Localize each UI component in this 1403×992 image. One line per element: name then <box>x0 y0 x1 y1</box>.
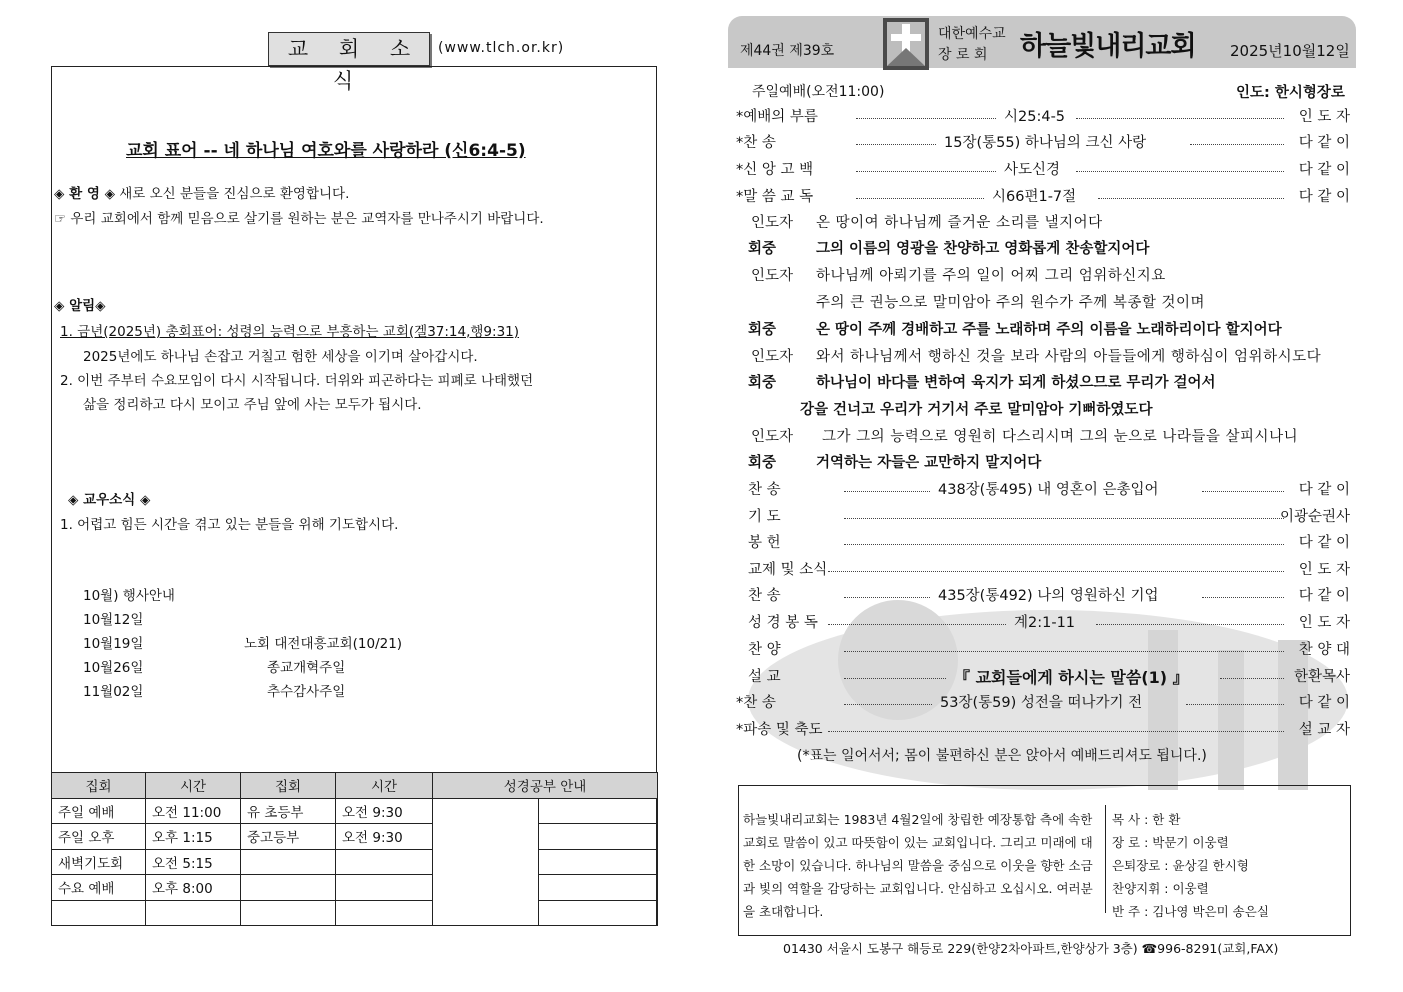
order-item-responsible: 이광순권사 <box>1279 509 1350 525</box>
leader-dots <box>856 171 996 172</box>
order-item-detail: 사도신경 <box>1004 162 1061 178</box>
order-item-detail: 『 교회들에게 하시는 말씀(1) 』 <box>954 668 1189 687</box>
event-desc: 노회 대전대흥교회(10/21) <box>244 636 403 652</box>
reader-role: 인도자 <box>751 429 794 445</box>
table-cell <box>241 849 336 875</box>
table-cell <box>539 798 658 824</box>
order-item-responsible: 설 교 자 <box>1298 722 1350 738</box>
event-desc: 종교개혁주일 <box>267 660 346 676</box>
worship-order-row <box>748 558 1350 580</box>
order-item-detail: 시66편1-7절 <box>992 189 1077 205</box>
order-item-detail: 53장(통59) 성전을 떠나가기 전 <box>940 695 1143 711</box>
order-item-label: 봉 헌 <box>748 535 781 551</box>
event-date: 10월26일 <box>83 660 144 676</box>
table-cell: 유 초등부 <box>241 798 336 824</box>
leader-dots <box>856 198 984 199</box>
table-cell: 새벽기도회 <box>52 849 146 875</box>
responsive-reading-line <box>748 425 1350 447</box>
order-item-responsible: 한환목사 <box>1293 669 1350 685</box>
reading-text: 그의 이름의 영광을 찬양하고 영화롭게 찬송할지어다 <box>816 241 1150 257</box>
denomination-line-1: 대한예수교 <box>938 26 1006 42</box>
worship-order-row <box>748 478 1350 500</box>
order-item-label: *말 씀 교 독 <box>736 189 814 205</box>
notice-item-1-detail: 2025년에도 하나님 손잡고 거칠고 험한 세상을 이기며 살아갑시다. <box>83 349 478 365</box>
table-row <box>52 824 658 850</box>
divider <box>1105 805 1106 913</box>
worship-order-row <box>736 105 1350 127</box>
leader-dots <box>844 678 946 679</box>
order-item-label: 찬 양 <box>748 642 781 658</box>
leader-dots <box>1202 597 1284 598</box>
table-cell: 오전 9:30 <box>336 798 433 824</box>
order-item-label: 성 경 봉 독 <box>748 615 818 631</box>
table-row <box>52 849 658 875</box>
order-item-responsible: 다 같 이 <box>1298 162 1350 178</box>
responsive-reading-line <box>748 451 1350 473</box>
reader-role: 회중 <box>748 455 777 471</box>
table-cell: 수요 예배 <box>52 875 146 901</box>
leader-dots <box>1190 144 1284 145</box>
church-logo-cross-icon <box>883 18 929 70</box>
staff-line: 반 주 : 김나영 박은미 송은실 <box>1112 904 1269 919</box>
reading-text: 하나님께 아뢰기를 주의 일이 어찌 그리 엄위하신지요 <box>816 268 1166 284</box>
leader-dots <box>828 624 1006 625</box>
leader-dots <box>1098 198 1284 199</box>
order-item-responsible: 다 같 이 <box>1298 588 1350 604</box>
worship-order-row <box>736 691 1350 713</box>
order-item-detail: 438장(통495) 내 영혼이 은총입어 <box>938 482 1159 498</box>
worship-order-row <box>748 584 1350 606</box>
reader-role: 회중 <box>748 322 777 338</box>
leader-dots <box>1076 171 1284 172</box>
standing-footnote: (*표는 일어서서; 몸이 불편하신 분은 앉아서 예배드리셔도 됩니다.) <box>797 748 1207 764</box>
table-cell: 오전 9:30 <box>336 824 433 850</box>
reader-role: 회중 <box>748 375 777 391</box>
meeting-schedule-table <box>51 772 658 926</box>
order-item-responsible: 다 같 이 <box>1298 535 1350 551</box>
reading-text: 주의 큰 권능으로 말미암아 주의 원수가 주께 복종할 것이며 <box>816 295 1206 311</box>
order-item-detail: 시25:4-5 <box>1004 109 1066 125</box>
staff-line: 찬양지휘 : 이웅렬 <box>1112 881 1209 896</box>
table-cell <box>336 875 433 901</box>
table-cell: 오후 8:00 <box>146 875 241 901</box>
church-motto: 교회 표어 -- 네 하나님 여호와를 사랑하라 (신6:4-5) <box>126 141 526 161</box>
event-date: 10월12일 <box>83 612 144 628</box>
event-date: 10월19일 <box>83 636 144 652</box>
reading-text: 강을 건너고 우리가 거기서 주로 말미암아 기뻐하였도다 <box>800 402 1153 418</box>
table-row <box>52 798 658 824</box>
order-item-responsible: 인 도 자 <box>1298 109 1350 125</box>
order-item-responsible: 인 도 자 <box>1298 615 1350 631</box>
table-cell: 주일 오후 <box>52 824 146 850</box>
bible-study-cell <box>433 798 539 926</box>
notice-item-2: 2. 이번 주부터 수요모임이 다시 시작됩니다. 더위와 피곤하다는 피폐로 나태했던 <box>60 373 534 389</box>
column-header: 성경공부 안내 <box>433 773 658 799</box>
reading-text: 온 땅이여 하나님께 즐거운 소리를 낼지어다 <box>816 215 1103 231</box>
reading-text: 온 땅이 주께 경배하고 주를 노래하며 주의 이름을 노래하리이다 할지어다 <box>816 322 1282 338</box>
order-item-detail: 계2:1-11 <box>1014 615 1076 631</box>
leader-dots <box>844 491 930 492</box>
order-item-responsible: 다 같 이 <box>1298 189 1350 205</box>
order-item-label: 기 도 <box>748 509 781 525</box>
table-header-row <box>52 773 658 799</box>
leader-dots <box>844 518 1284 519</box>
leader-dots <box>844 544 1284 545</box>
event-date: 11월02일 <box>83 684 144 700</box>
notice-heading: ◈ 알림◈ <box>54 298 106 314</box>
leader-dots <box>1186 704 1284 705</box>
church-introduction: 하늘빛내리교회는 1983년 4월2일에 창립한 예장통합 측에 속한 교회로 말씀이 있고 따뜻함이 있는 교회입니다. 그리고 미래에 대한 소망이 있습니다. 하나님의 말씀을 중심으로 이웃을 향한 소금과 빛의 역할을 감당하는 교회입니다. 안심하고 오십시오. 여러분을 초대합니다. <box>743 812 1093 919</box>
leader-dots <box>856 118 996 119</box>
table-cell: 오전 11:00 <box>146 798 241 824</box>
leader-dots <box>828 731 1284 732</box>
notice-item-2-detail: 삶을 정리하고 다시 모이고 주님 앞에 사는 모두가 됩시다. <box>83 397 422 413</box>
table-cell <box>336 900 433 926</box>
volume-number: 제44권 제39호 <box>740 43 835 59</box>
order-item-label: 찬 송 <box>748 588 781 604</box>
responsive-reading-line <box>748 211 1350 233</box>
leader-dots <box>856 144 936 145</box>
welcome-heading: ◈ 환 영 ◈ <box>54 186 115 202</box>
church-name: 하늘빛내리교회 <box>1020 31 1196 62</box>
staff-line: 목 사 : 한 환 <box>1112 812 1181 827</box>
service-title: 주일예배(오전11:00) <box>752 84 885 100</box>
worship-order-row <box>736 718 1350 740</box>
table-cell <box>336 849 433 875</box>
order-item-detail: 435장(통492) 나의 영원하신 기업 <box>938 588 1159 604</box>
leader-dots <box>844 651 1284 652</box>
leader-dots <box>1096 624 1284 625</box>
order-item-label: 설 교 <box>748 669 781 685</box>
column-header: 시간 <box>336 773 433 799</box>
reader-role: 인도자 <box>751 268 794 284</box>
members-news-heading: ◈ 교우소식 ◈ <box>68 492 151 508</box>
table-cell <box>146 900 241 926</box>
order-item-label: 찬 송 <box>748 482 781 498</box>
reading-text: 하나님이 바다를 변하여 육지가 되게 하셨으므로 무리가 걸어서 <box>816 375 1216 391</box>
responsive-reading-line <box>748 371 1350 393</box>
order-item-label: *찬 송 <box>736 135 776 151</box>
page-title: 교 회 소 식 <box>268 32 430 66</box>
worship-order-row <box>736 131 1350 153</box>
leader-dots <box>844 597 930 598</box>
table-cell: 중고등부 <box>241 824 336 850</box>
event-desc: 추수감사주일 <box>267 684 346 700</box>
worship-order-row <box>736 185 1350 207</box>
service-leader: 인도: 한시형장로 <box>1236 85 1345 101</box>
table-cell: 오후 1:15 <box>146 824 241 850</box>
table-cell <box>539 875 658 901</box>
reading-text: 와서 하나님께서 행하신 것을 보라 사람의 아들들에게 행하심이 엄위하시도다 <box>816 349 1322 365</box>
reader-role: 인도자 <box>751 215 794 231</box>
reader-role: 인도자 <box>751 349 794 365</box>
responsive-reading-line <box>748 237 1350 259</box>
leader-dots <box>828 571 1284 572</box>
order-item-responsible: 인 도 자 <box>1298 562 1350 578</box>
order-item-label: *예배의 부름 <box>736 109 818 125</box>
responsive-reading-line <box>748 318 1350 340</box>
church-address: 01430 서울시 도봉구 해등로 229(한양2차아파트,한양상가 3층) ☎996-8291(교회,FAX) <box>783 941 1279 956</box>
order-item-label: *파송 및 축도 <box>736 722 823 738</box>
notice-item-1: 1. 금년(2025년) 총회표어: 성령의 능력으로 부흥하는 교회(겔37:14,행9:31) <box>60 324 520 340</box>
welcome-text: 새로 오신 분들을 진심으로 환영합니다. <box>114 186 350 202</box>
worship-order-row <box>748 638 1350 660</box>
staff-list <box>1112 808 1269 923</box>
staff-line: 은퇴장로 : 윤상길 한시형 <box>1112 858 1249 873</box>
table-row <box>52 875 658 901</box>
leader-dots <box>1076 118 1284 119</box>
worship-order-row <box>748 505 1350 527</box>
order-item-responsible: 다 같 이 <box>1298 482 1350 498</box>
reading-text: 그가 그의 능력으로 영원히 다스리시며 그의 눈으로 나라들을 살피시나니 <box>822 429 1299 445</box>
order-item-label: *찬 송 <box>736 695 776 711</box>
worship-order-row <box>748 611 1350 633</box>
order-item-responsible: 찬 양 대 <box>1298 642 1350 658</box>
welcome-section <box>54 182 349 202</box>
worship-order-row <box>748 531 1350 553</box>
website-link[interactable]: (www.tlch.or.kr) <box>438 40 565 56</box>
table-cell: 오전 5:15 <box>146 849 241 875</box>
column-header: 시간 <box>146 773 241 799</box>
table-cell <box>539 900 658 926</box>
order-item-label: 교제 및 소식 <box>748 562 828 578</box>
table-cell <box>539 849 658 875</box>
table-row <box>52 900 658 926</box>
staff-line: 장 로 : 박문기 이웅렬 <box>1112 835 1229 850</box>
responsive-reading-line <box>748 291 1350 313</box>
table-cell: 주일 예배 <box>52 798 146 824</box>
worship-order-row <box>736 158 1350 180</box>
order-item-detail: 15장(통55) 하나님의 크신 사랑 <box>944 135 1147 151</box>
reading-text: 거역하는 자들은 교만하지 말지어다 <box>816 455 1042 471</box>
denomination-line-2: 장 로 회 <box>938 47 988 63</box>
leader-dots <box>1202 491 1284 492</box>
leader-dots <box>844 704 932 705</box>
responsive-reading-line <box>748 264 1350 286</box>
column-header: 집회 <box>241 773 336 799</box>
responsive-reading-line <box>748 398 1350 420</box>
bulletin-date: 2025년10월12일 <box>1230 42 1350 60</box>
members-news-item: 1. 어렵고 힘든 시간을 겪고 있는 분들을 위해 기도합시다. <box>60 517 399 533</box>
table-cell <box>539 824 658 850</box>
table-cell <box>241 875 336 901</box>
leader-dots <box>1220 678 1284 679</box>
events-heading: 10월) 행사안내 <box>83 588 175 604</box>
order-item-responsible: 다 같 이 <box>1298 695 1350 711</box>
table-cell <box>52 900 146 926</box>
column-header: 집회 <box>52 773 146 799</box>
worship-order-row <box>748 665 1350 687</box>
welcome-note: ☞ 우리 교회에서 함께 믿음으로 살기를 원하는 분은 교역자를 만나주시기 바랍니다. <box>54 211 544 227</box>
order-item-label: *신 앙 고 백 <box>736 162 814 178</box>
table-cell <box>241 900 336 926</box>
responsive-reading-line <box>748 345 1350 367</box>
order-item-responsible: 다 같 이 <box>1298 135 1350 151</box>
reader-role: 회중 <box>748 241 777 257</box>
